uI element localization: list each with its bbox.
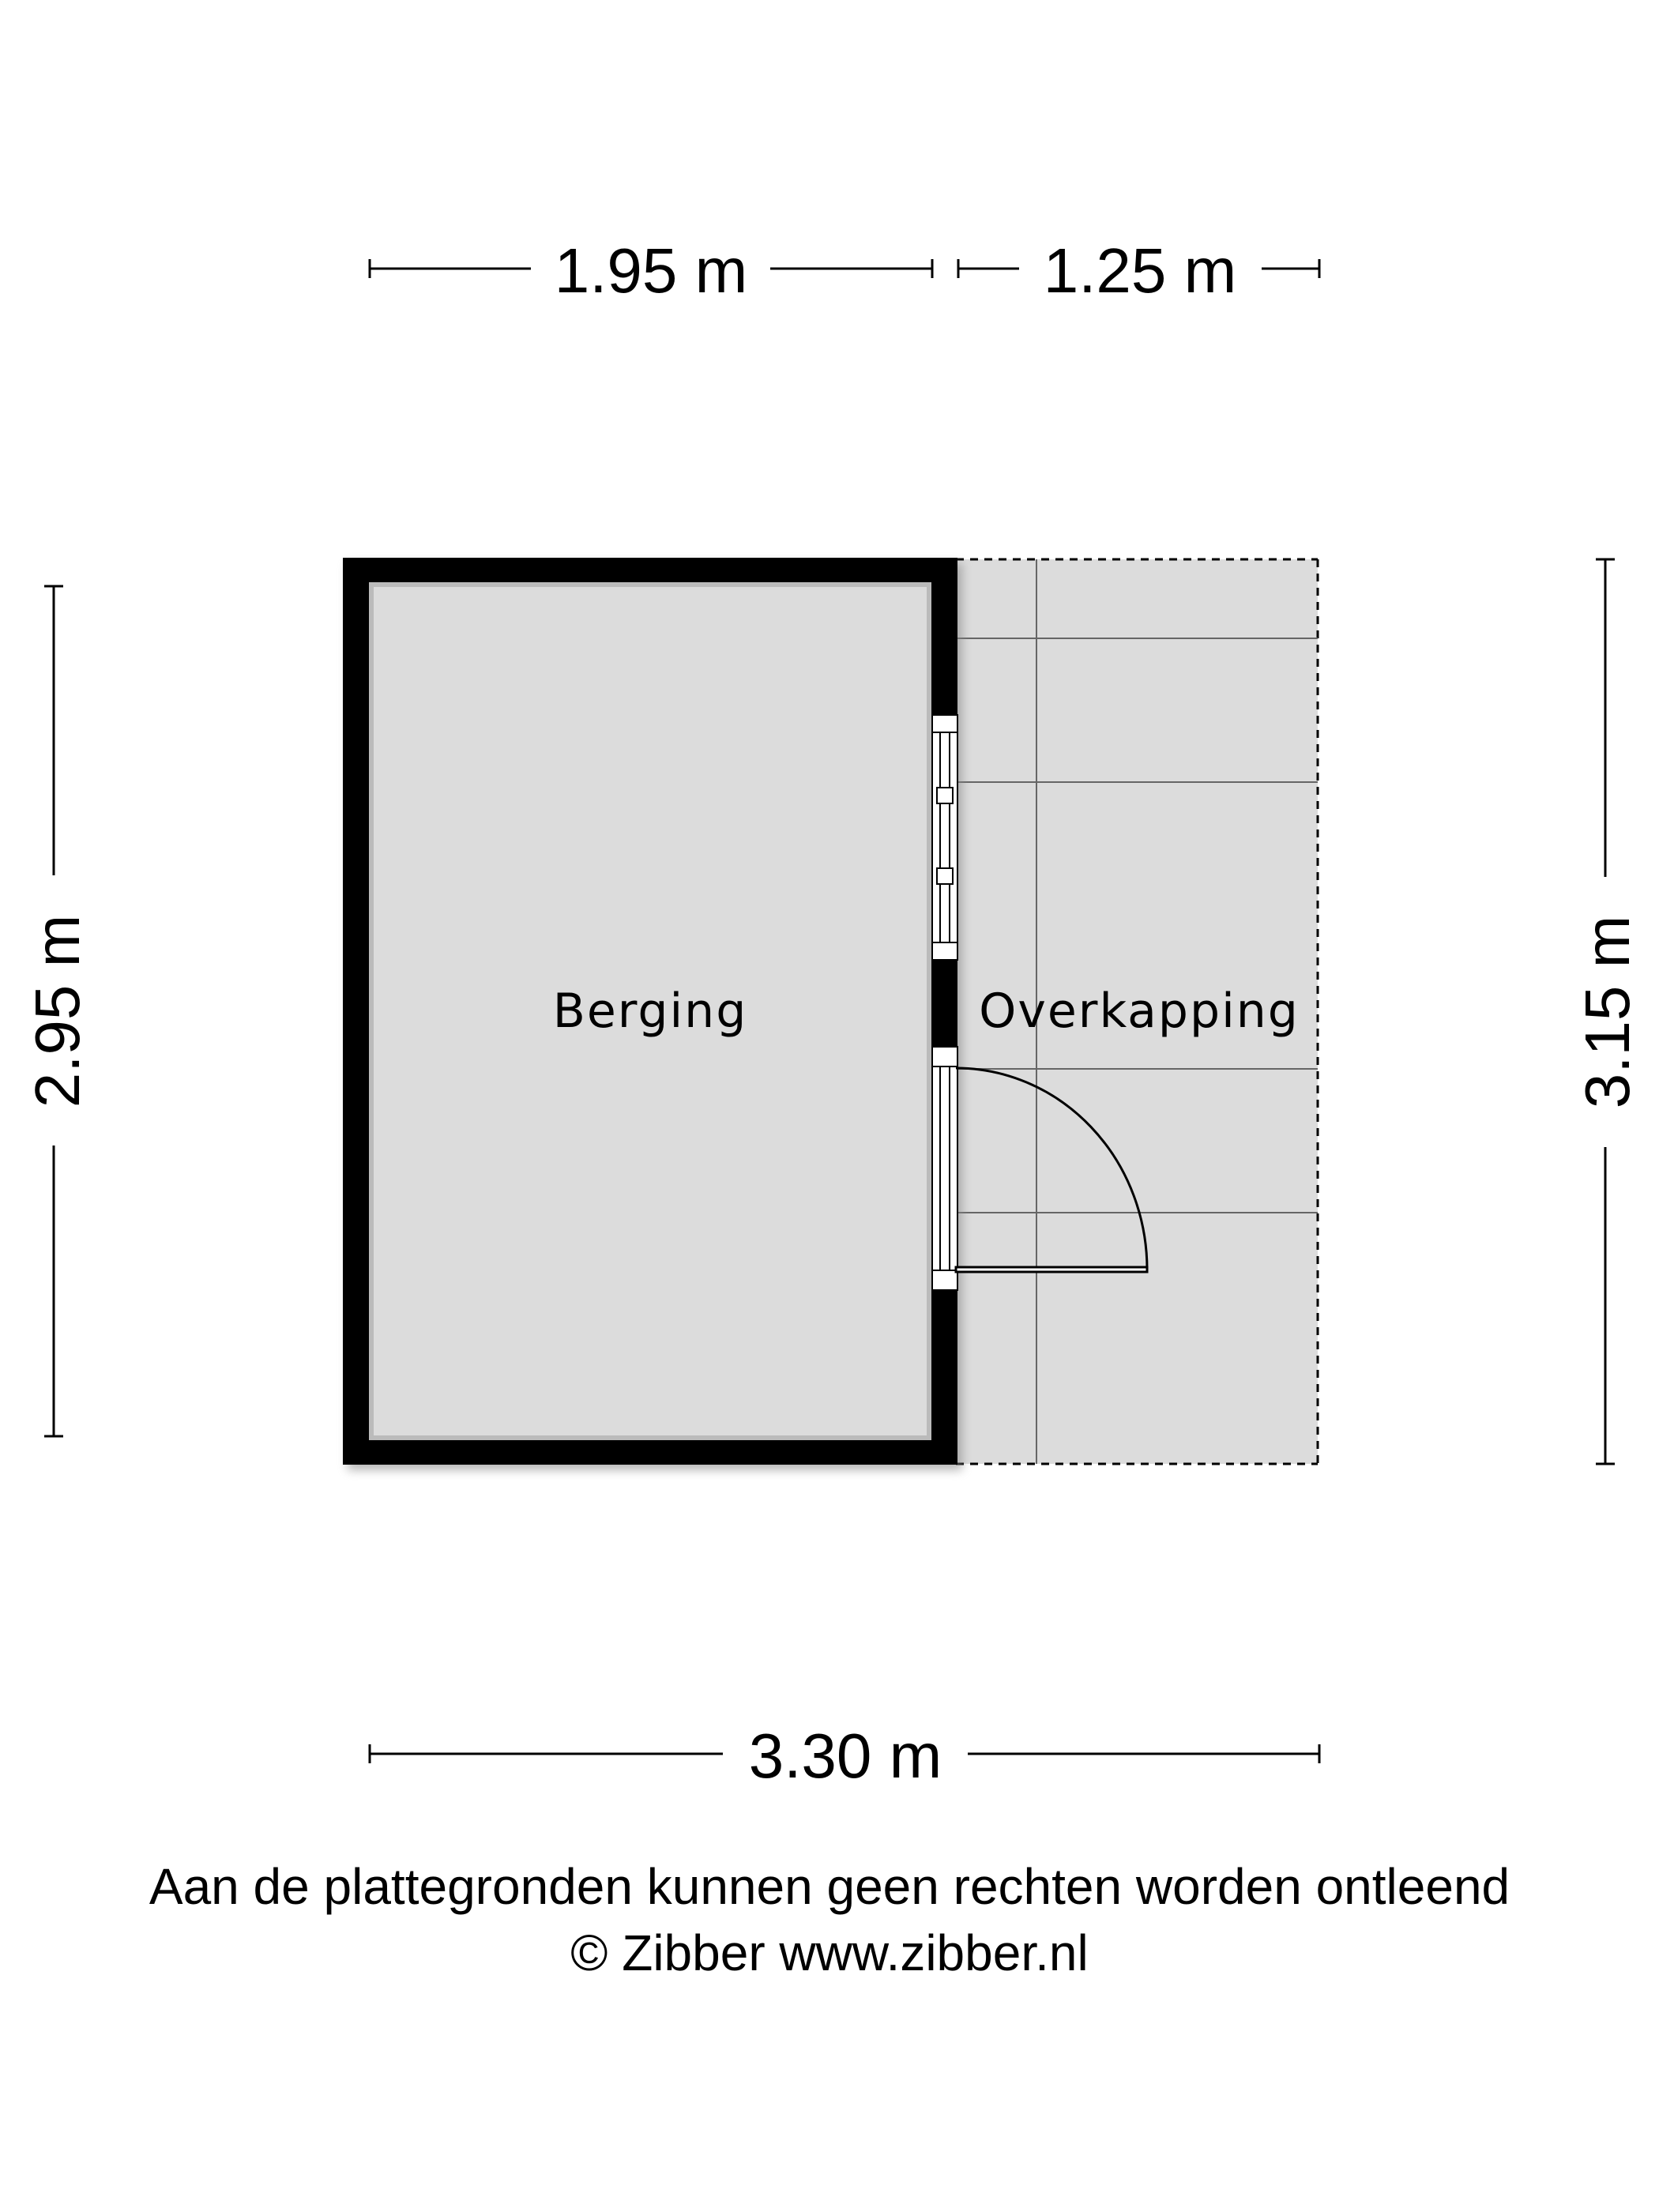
copyright-text: © Zibber www.zibber.nl xyxy=(570,1924,1089,1981)
dimension-label-left: 2.95 m xyxy=(22,914,92,1108)
dimension-label-bottom: 3.30 m xyxy=(748,1721,942,1791)
window-opening xyxy=(932,715,957,960)
dimension-label-top-left: 1.95 m xyxy=(554,235,748,306)
room-label-overkapping: Overkapping xyxy=(979,984,1300,1039)
disclaimer-text: Aan de plattegronden kunnen geen rechten worden ontleend xyxy=(149,1858,1510,1915)
room-label-berging: Berging xyxy=(552,984,748,1039)
dimension-label-right: 3.15 m xyxy=(1572,915,1642,1109)
dimension-label-top-right: 1.25 m xyxy=(1043,235,1237,306)
